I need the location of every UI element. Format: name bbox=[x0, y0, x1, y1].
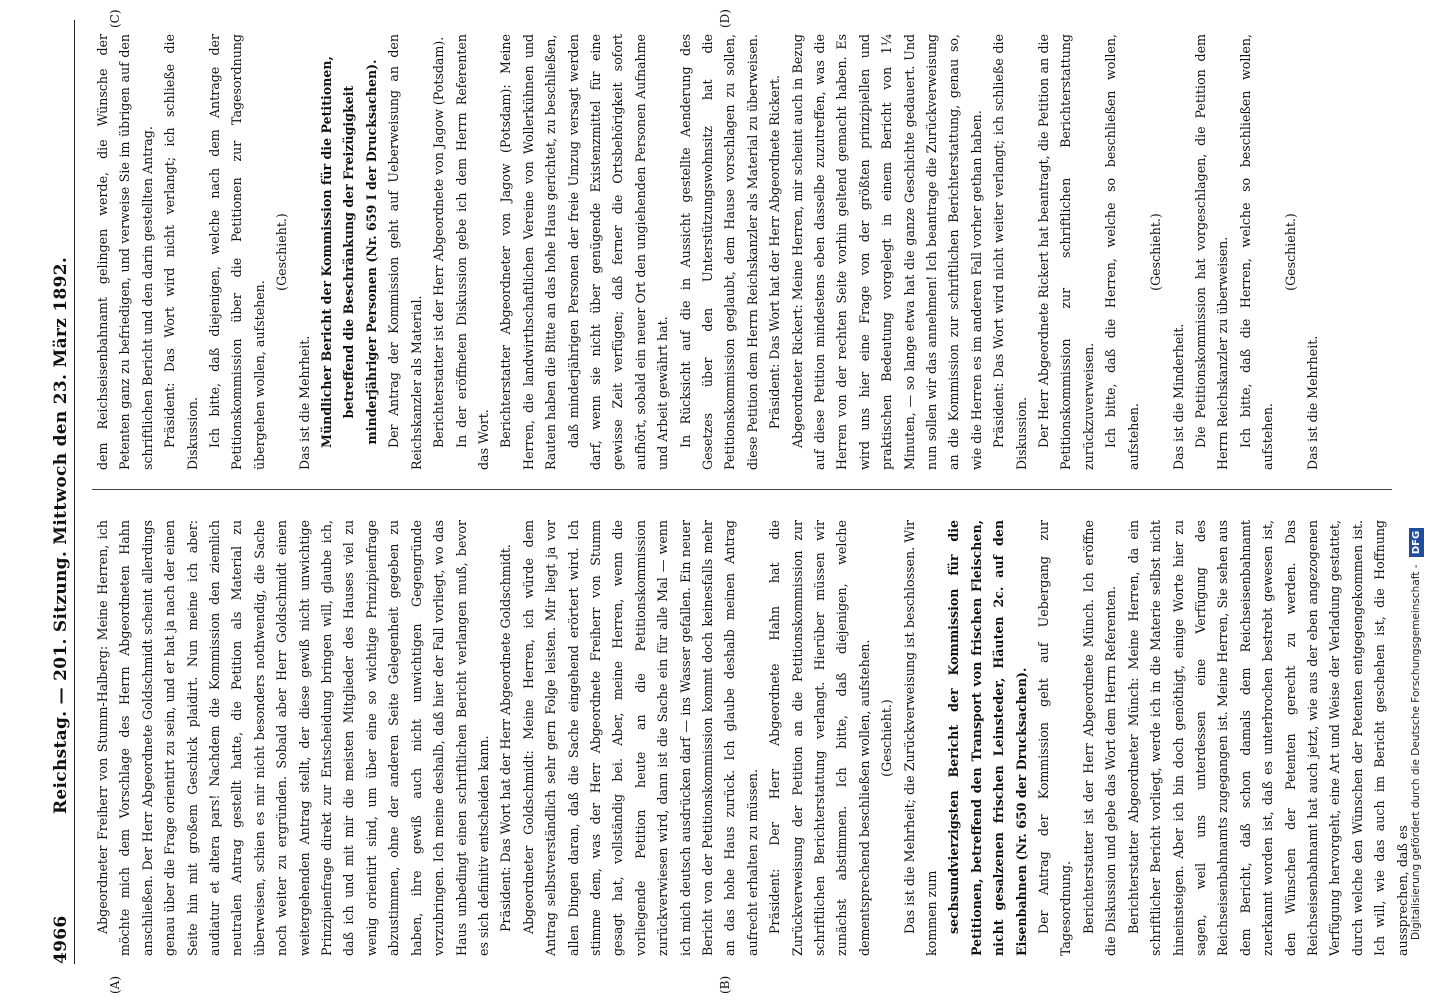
paragraph: Abgeordneter Freiherr von Stumm-Halberg: Meine Herren, ich möchte mich dem Vorschlage des Herrn Abgeordneten Hahn anschließen. Der Herr Abgeordnete Goldschmidt scheint allerdings genau über die Frage orientirt zu sein, und er hat ja nach der einen Seite hin mit großem Geschick plaidirt. Nun meine ich aber: audiatur et altera pars! Nachdem die Kommission den ziemlich neutralen Antrag gestellt hatte, die Petition als Material zu überweisen, schien es mir nicht besonders nothwendig, die Sache noch weiter zu ergründen. Sobald aber Herr Goldschmidt einen weitergehenden Antrag stellt, der diese gewiß nicht unwichtige Prinzipienfrage direkt zur Entscheidung bringen will, glaube ich, daß ich und mit mir die meisten Mitglieder des Hauses viel zu wenig orientirt sind, um über eine so wichtige Prinzipienfrage abzustimmen, ohne der anderen Seite Gelegenheit gegeben zu haben, ihre gewiß auch nicht unwichtigen Gegengründe vorzubringen. Ich meine deshalb, daß hier der Fall vorliegt, wo das Haus unbedingt einen schriftlichen Bericht verlangen muß, bevor es sich definitiv entscheiden kann. bbox=[95, 520, 491, 956]
paragraph: dem Reichseisenbahnamt gelingen werde, die Wünsche der Petenten ganz zu befriedigen, und verweise Sie im übrigen auf den schriftlichen Bericht und den darin gestellten Antrag. bbox=[95, 34, 155, 470]
page-number: 4966 bbox=[51, 915, 71, 964]
page-header bbox=[46, 20, 75, 964]
paragraph: Präsident: Das Wort wird nicht verlangt; ich schließe die Diskussion. bbox=[162, 34, 200, 470]
paragraph: Präsident: Das Wort hat der Herr Abgeordnete Rickert. bbox=[767, 74, 783, 430]
margin-marker-d: (D) bbox=[718, 9, 732, 28]
paragraph: Die Petitionskommission hat vorgeschlagen, die Petition dem Herrn Reichskanzler zu überweisen. bbox=[1192, 34, 1231, 470]
dfg-logo: DFG bbox=[1409, 528, 1424, 557]
paragraph: Ich bitte, daß diejenigen, welche nach dem Antrage der Petitionskommission über die Petitionen zur Tagesordnung übergehen wollen, aufstehen. bbox=[207, 34, 267, 470]
paragraph: (Geschieht.) bbox=[1148, 213, 1164, 291]
paragraph: In der eröffneten Diskussion gebe ich dem Herrn Referenten das Wort. bbox=[453, 34, 491, 470]
paragraph: Ich bitte, daß die Herren, welche so beschließen wollen, aufstehen. bbox=[1103, 34, 1141, 470]
section-heading: Mündlicher Bericht der Kommission für die Petitionen, betreffend die Beschränkung der Freizügigkeit minderjähriger Personen (Nr. 659 I der Drucksachen). bbox=[319, 56, 379, 448]
column-divider bbox=[92, 489, 1392, 490]
paragraph: Der Herr Abgeordnete Rickert hat beantragt, die Petition an die Petitionskommission zur schriftlichen Berichterstattung zurückzuverweisen. bbox=[1036, 34, 1096, 470]
paragraph: (Geschieht.) bbox=[274, 213, 290, 291]
paragraph: Abgeordneter Goldschmidt: Meine Herren, ich würde dem Antrag selbstverständlich sehr gern Folge leisten. Mir liegt ja vor allen Dingen daran, daß die Sache eingehend erörtert wird. Ich stimme dem, was der Herr Abgeordnete Freiherr von Stumm gesagt hat, vollständig bei. Aber, meine Herren, wenn die vorliegende Petition heute an die Petitionskommission zurückverwiesen wird, dann ist die Sache ein für alle Mal — wenn ich mich deutsch ausdrücken darf — ins Wasser gefallen. Ein neuer Bericht von der Petitionskommission kommt doch keinesfalls mehr an das hohe Haus zurück. Ich glaube deshalb meinen Antrag aufrecht erhalten zu müssen. bbox=[520, 520, 760, 956]
paragraph: Berichterstatter Abgeordneter von Jagow (Potsdam): Meine Herren, die landwirthschaftlichen Vereine von Wollerkühnen und Rauten haben die Bitte an das hohe Haus gerichtet, zu beschließen, bbox=[498, 34, 559, 470]
paragraph: Berichterstatter ist der Herr Abgeordnete Münch. Ich eröffne die Diskussion und gebe das Wort dem Herrn Referenten. bbox=[1080, 520, 1119, 956]
funding-note bbox=[1406, 60, 1426, 940]
paragraph: Ich bitte, daß die Herren, welche so beschließen wollen, aufstehen. bbox=[1237, 34, 1276, 470]
margin-marker-c: (C) bbox=[108, 9, 122, 28]
paragraph: Präsident: Das Wort hat der Herr Abgeordnete Goldschmidt. bbox=[498, 544, 514, 932]
paragraph: (Geschieht.) bbox=[1282, 213, 1298, 291]
margin-marker-b: (B) bbox=[718, 975, 732, 994]
left-column bbox=[92, 520, 1410, 956]
section-heading: sechsundvierzigsten Bericht der Kommission für die Petitionen, betreffend den Transport von frischen Fleischen, nicht gesalzenen frischen Leinsteder, Häuten 2c. auf den Eisenbahnen (Nr. 650 der Drucksachen). bbox=[946, 520, 1029, 956]
margin-marker-a: (A) bbox=[108, 975, 122, 994]
paragraph: Berichterstatter ist der Herr Abgeordnete von Jagow (Potsdam). bbox=[431, 36, 447, 448]
paragraph: Der Antrag der Kommission geht auf Ueberweisung an den Reichskanzler als Material. bbox=[386, 34, 424, 470]
paragraph: Präsident: Der Herr Abgeordnete Hahn hat die Zurückverweisung der Petition an die Petitionskommission zur schriftlichen Berichterstattung verlangt. Hierüber müssen wir zunächst abstimmen. Ich bitte, daß diejenigen, welche dementsprechend beschließen wollen, aufstehen. bbox=[767, 520, 872, 956]
paragraph: Das ist die Mehrheit. bbox=[1304, 335, 1320, 470]
paragraph: Das ist die Mehrheit. bbox=[296, 335, 312, 470]
funding-text: Digitalisierung gefördert durch die Deutsche Forschungsgemeinschaft - bbox=[1410, 564, 1422, 940]
paragraph: Das ist die Minderheit. bbox=[1170, 323, 1186, 470]
paragraph: Berichterstatter Abgeordneter Münch: Meine Herren, da ein schriftlicher Bericht vorliegt, werde ich in die Materie selbst nicht hineinsteigen. Aber ich bin doch genöthigt, einige Worte hier zu sagen, weil uns unterdessen eine Verfügung des Reichseisenbahnamts zugegangen ist. Meine Herren, Sie sehen aus dem Bericht, daß schon damals dem Reichseisenbahnamt zuerkannt worden ist, daß es unterbrochen bestrebt gewesen ist, den Wünschen der Petenten gerecht zu werden. Das Reichseisenbahnamt hat auch jetzt, wie aus der eben angezogenen Verfügung hervorgeht, eine Art und Weise der Verladung gestattet, durch welche den Wünschen der Petenten entgegengekommen ist. Ich will, wie das auch im Bericht geschehen ist, die Hoffnung aussprechen, daß es bbox=[1125, 520, 1410, 956]
running-head: Reichstag. — 201. Sitzung. Mittwoch den 23. März 1892. bbox=[51, 256, 71, 814]
right-column bbox=[92, 34, 1392, 470]
quoted-petition: daß minderjährigen Personen der freie Umzug versagt werden darf, wenn sie nicht über genügende Existenzmittel für eine gewisse Zeit verfügen; daß ferner die Ortsbehörigkeit sofort aufhört, sobald ein neuer Ort den ungiehenden Personen Aufnahme und Arbeit gewährt hat. bbox=[565, 34, 671, 470]
paragraph: Abgeordneter Rickert: Meine Herren, mir scheint auch in Bezug auf diese Petition mindestens eben dasselbe zuzutreffen, was die Herren von der rechten Seite vorhin geltend gemacht haben. Es wird uns hier eine Frage von der größten prinzipiellen und praktischen Bedeutung vorgelegt in einem Bericht von 1¼ Minuten, — so lange etwa hat die ganze Geschichte gedauert. Und nun sollen wir das annehmen! Ich beantrage die Zurückverweisung an die Kommission zur schriftlichen Berichterstattung, genau so, wie die Herren es im anderen Fall vorher gethan haben. bbox=[789, 34, 984, 470]
paragraph: In Rücksicht auf die in Aussicht gestellte Aenderung des Gesetzes über den Unterstützungswohnsitz hat die Petitionskommission geglaubt, dem Hause vorschlagen zu sollen, diese Petition dem Herrn Reichskanzler als Material zu überweisen. bbox=[677, 34, 760, 470]
paragraph: (Geschieht.) bbox=[879, 699, 895, 777]
paragraph: Das ist die Mehrheit; die Zurückverweisung ist beschlossen. Wir kommen zum bbox=[901, 520, 940, 956]
paragraph: Der Antrag der Kommission geht auf Uebergang zur Tagesordnung. bbox=[1036, 520, 1074, 956]
paragraph: Präsident: Das Wort wird nicht weiter verlangt; ich schließe die Diskussion. bbox=[991, 34, 1029, 470]
